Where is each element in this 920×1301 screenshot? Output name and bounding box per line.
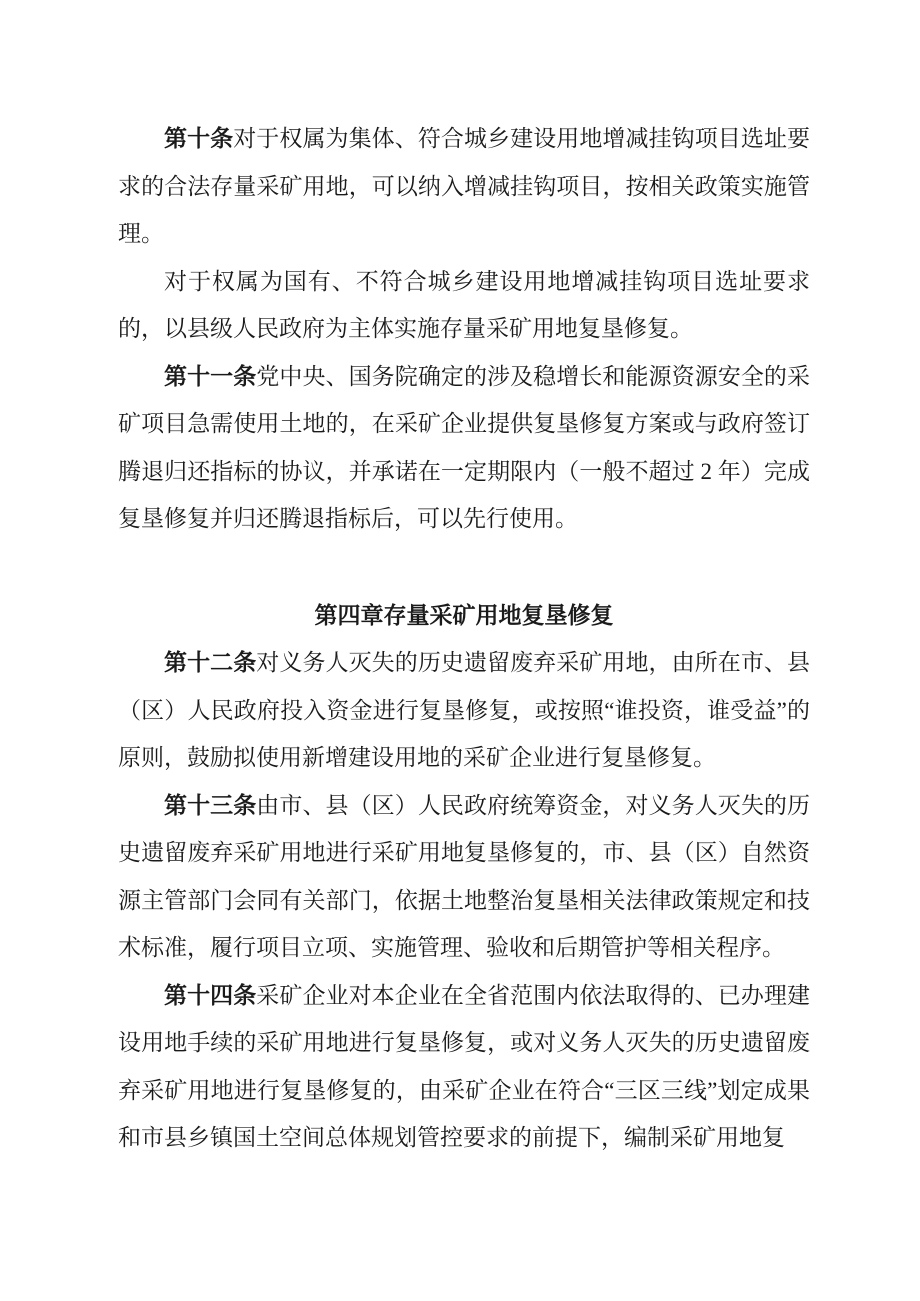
paragraph [118,782,810,972]
paragraph [118,115,810,258]
paragraph [118,639,810,782]
article-number: 第十三条 [164,791,257,818]
paragraph-text: 对义务人灭失的历史遗留废弃采矿用地，由所在市、县（区）人民政府投入资金进行复垦修复，或按照“谁投资，谁受益”的原则，鼓励拟使用新增建设用地的采矿企业进行复垦修复。 [118,650,811,770]
article-number: 第十四条 [164,981,257,1008]
article-number: 第十条 [164,125,234,151]
article-number: 第十二条 [164,649,257,675]
paragraph [118,258,810,353]
paragraph-text: 对于权属为国有、不符合城乡建设用地增减挂钩项目选址要求的，以县级人民政府为主体实施存量采矿用地复垦修复。 [118,268,810,341]
paragraph-text: 由市、县（区）人民政府统筹资金，对义务人灭失的历史遗留废弃采矿用地进行采矿用地复垦修复的，市、县（区）自然资源主管部门会同有关部门，依据土地整治复垦相关法律政策规定和技术标准，履行项目立项、实施管理、验收和后期管护等相关程序。 [118,792,811,960]
paragraph-text: 采矿企业对本企业在全省范围内依法取得的、已办理建设用地手续的采矿用地进行复垦修复，或对义务人灭失的历史遗留废弃采矿用地进行复垦修复的，由采矿企业在符合“三区三线”划定成果和市县乡镇国土空间总体规划管控要求的前提下，编制采矿用地复 [118,982,811,1150]
paragraph [118,353,810,543]
document-text-block [118,115,810,1162]
paragraph-text: 对于权属为集体、符合城乡建设用地增减挂钩项目选址要求的合法存量采矿用地，可以纳入增减挂钩项目，按相关政策实施管理。 [118,126,811,246]
paragraph-text: 党中央、国务院确定的涉及稳增长和能源资源安全的采矿项目急需使用土地的，在采矿企业提供复垦修复方案或与政府签订腾退归还指标的协议，并承诺在一定期限内（一般不超过 2 年）完成复垦修复并归还腾退指标后，可以先行使用。 [118,363,811,531]
paragraph [118,972,810,1162]
chapter-heading: 第四章存量采矿用地复垦修复 [314,601,614,628]
article-number: 第十一条 [164,362,257,389]
